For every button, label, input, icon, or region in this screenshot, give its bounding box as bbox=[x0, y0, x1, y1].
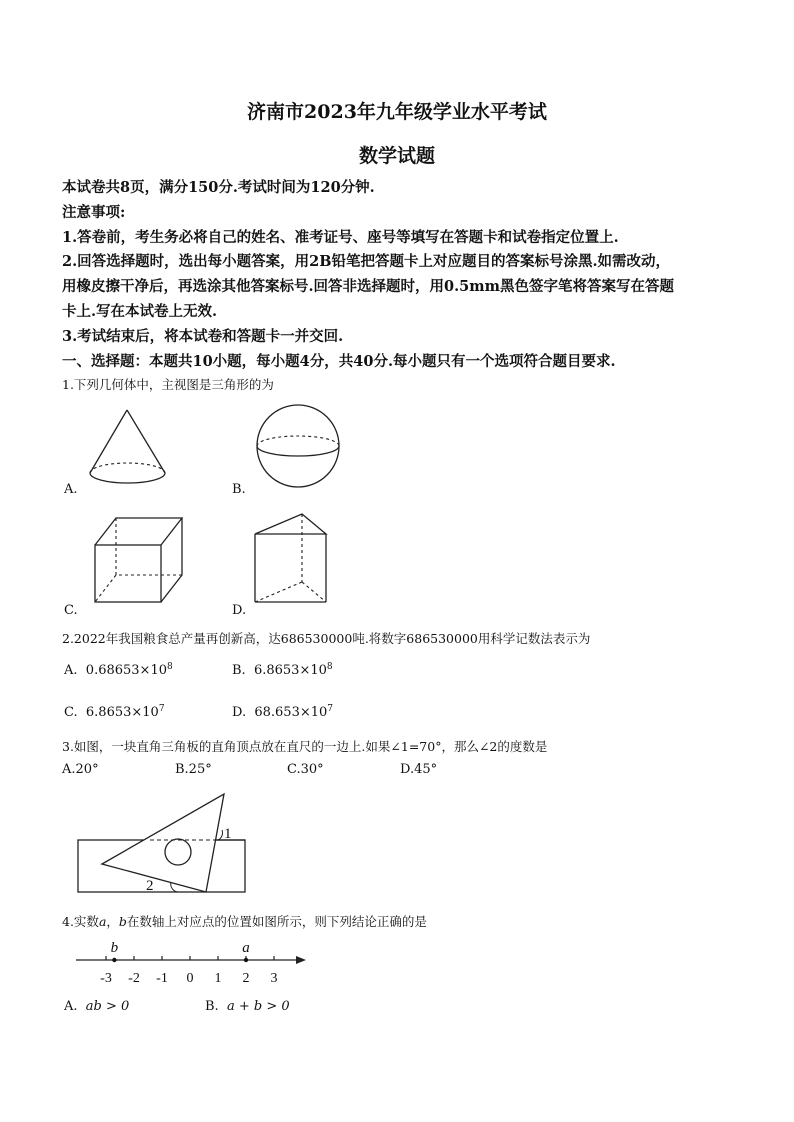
point-b-label: b bbox=[110, 940, 119, 956]
cube-figure bbox=[92, 515, 192, 605]
q3-option-a: A.20° bbox=[62, 762, 99, 777]
q1-option-c: C. bbox=[64, 603, 78, 618]
q2-option-d: D. $68.653\times 10^7$ bbox=[232, 704, 334, 720]
q4-option-b: B. a + b > 0 bbox=[205, 999, 290, 1014]
exam-title: 济南市2023年九年级学业水平考试 bbox=[247, 101, 547, 123]
number-line-tick-label: 2 bbox=[242, 971, 250, 986]
q2-option-c: C. $6.8653\times 10^7$ bbox=[64, 704, 165, 720]
notice-heading: 注意事项: bbox=[62, 204, 126, 221]
angle-2-label: 2 bbox=[146, 878, 154, 894]
triangular-prism-figure bbox=[252, 512, 342, 607]
q2-option-b: B. $6.8653\times 10^8$ bbox=[232, 662, 333, 678]
q1-stem: 1.下列几何体中，主视图是三角形的为 bbox=[62, 377, 274, 392]
angle-1-label: 1 bbox=[224, 826, 232, 842]
number-line-tick-label: -2 bbox=[128, 971, 140, 986]
q1-option-b: B. bbox=[232, 482, 246, 497]
cone-figure bbox=[85, 408, 185, 488]
q4-option-a: A. ab > 0 bbox=[64, 999, 130, 1014]
ruler-triangle-figure bbox=[70, 790, 260, 905]
sphere-figure bbox=[255, 402, 345, 492]
point-a-dot bbox=[244, 958, 248, 962]
number-line-tick-label: -1 bbox=[156, 971, 168, 986]
q3-option-c: C.30° bbox=[287, 762, 324, 777]
notice-item-2-line-3: 卡上.写在本试卷上无效. bbox=[62, 303, 218, 320]
exam-summary: 本试卷共8页，满分150分.考试时间为120分钟. bbox=[62, 179, 375, 196]
q3-stem: 3.如图，一块直角三角板的直角顶点放在直尺的一边上.如果∠1=70°，那么∠2的度数是 bbox=[62, 739, 548, 754]
q4-stem: 4.实数a，b在数轴上对应点的位置如图所示，则下列结论正确的是 bbox=[62, 914, 427, 929]
number-line-tick-label: 1 bbox=[214, 971, 222, 986]
point-b-dot bbox=[112, 958, 116, 962]
number-line-tick-label: -3 bbox=[100, 971, 112, 986]
notice-item-2-line-1: 2.回答选择题时，选出每小题答案，用2B铅笔把答题卡上对应题目的答案标号涂黑.如需改动， bbox=[62, 253, 671, 270]
q1-option-d: D. bbox=[232, 603, 247, 618]
notice-item-3: 3.考试结束后，将本试卷和答题卡一并交回. bbox=[62, 328, 344, 345]
number-line-tick-label: 3 bbox=[270, 971, 278, 986]
section-1-heading: 一、选择题：本题共10小题，每小题4分，共40分.每小题只有一个选项符合题目要求. bbox=[62, 353, 616, 370]
point-a-label: a bbox=[242, 940, 250, 956]
q2-option-a: A. $0.68653\times 10^8$ bbox=[64, 662, 173, 678]
q3-option-d: D.45° bbox=[400, 762, 438, 777]
exam-subtitle: 数学试题 bbox=[358, 145, 435, 167]
number-line-figure bbox=[74, 935, 314, 990]
q2-stem: 2.2022年我国粮食总产量再创新高，达686530000吨.将数字686530000用科学记数法表示为 bbox=[62, 631, 591, 646]
notice-item-2-line-2: 用橡皮擦干净后，再选涂其他答案标号.回答非选择题时，用0.5mm黑色签字笔将答案写在答题 bbox=[62, 278, 674, 295]
q3-option-b: B.25° bbox=[175, 762, 212, 777]
notice-item-1: 1.答卷前，考生务必将自己的姓名、准考证号、座号等填写在答题卡和试卷指定位置上. bbox=[62, 229, 619, 246]
q1-option-a: A. bbox=[64, 482, 78, 497]
number-line-tick-label: 0 bbox=[186, 971, 194, 986]
